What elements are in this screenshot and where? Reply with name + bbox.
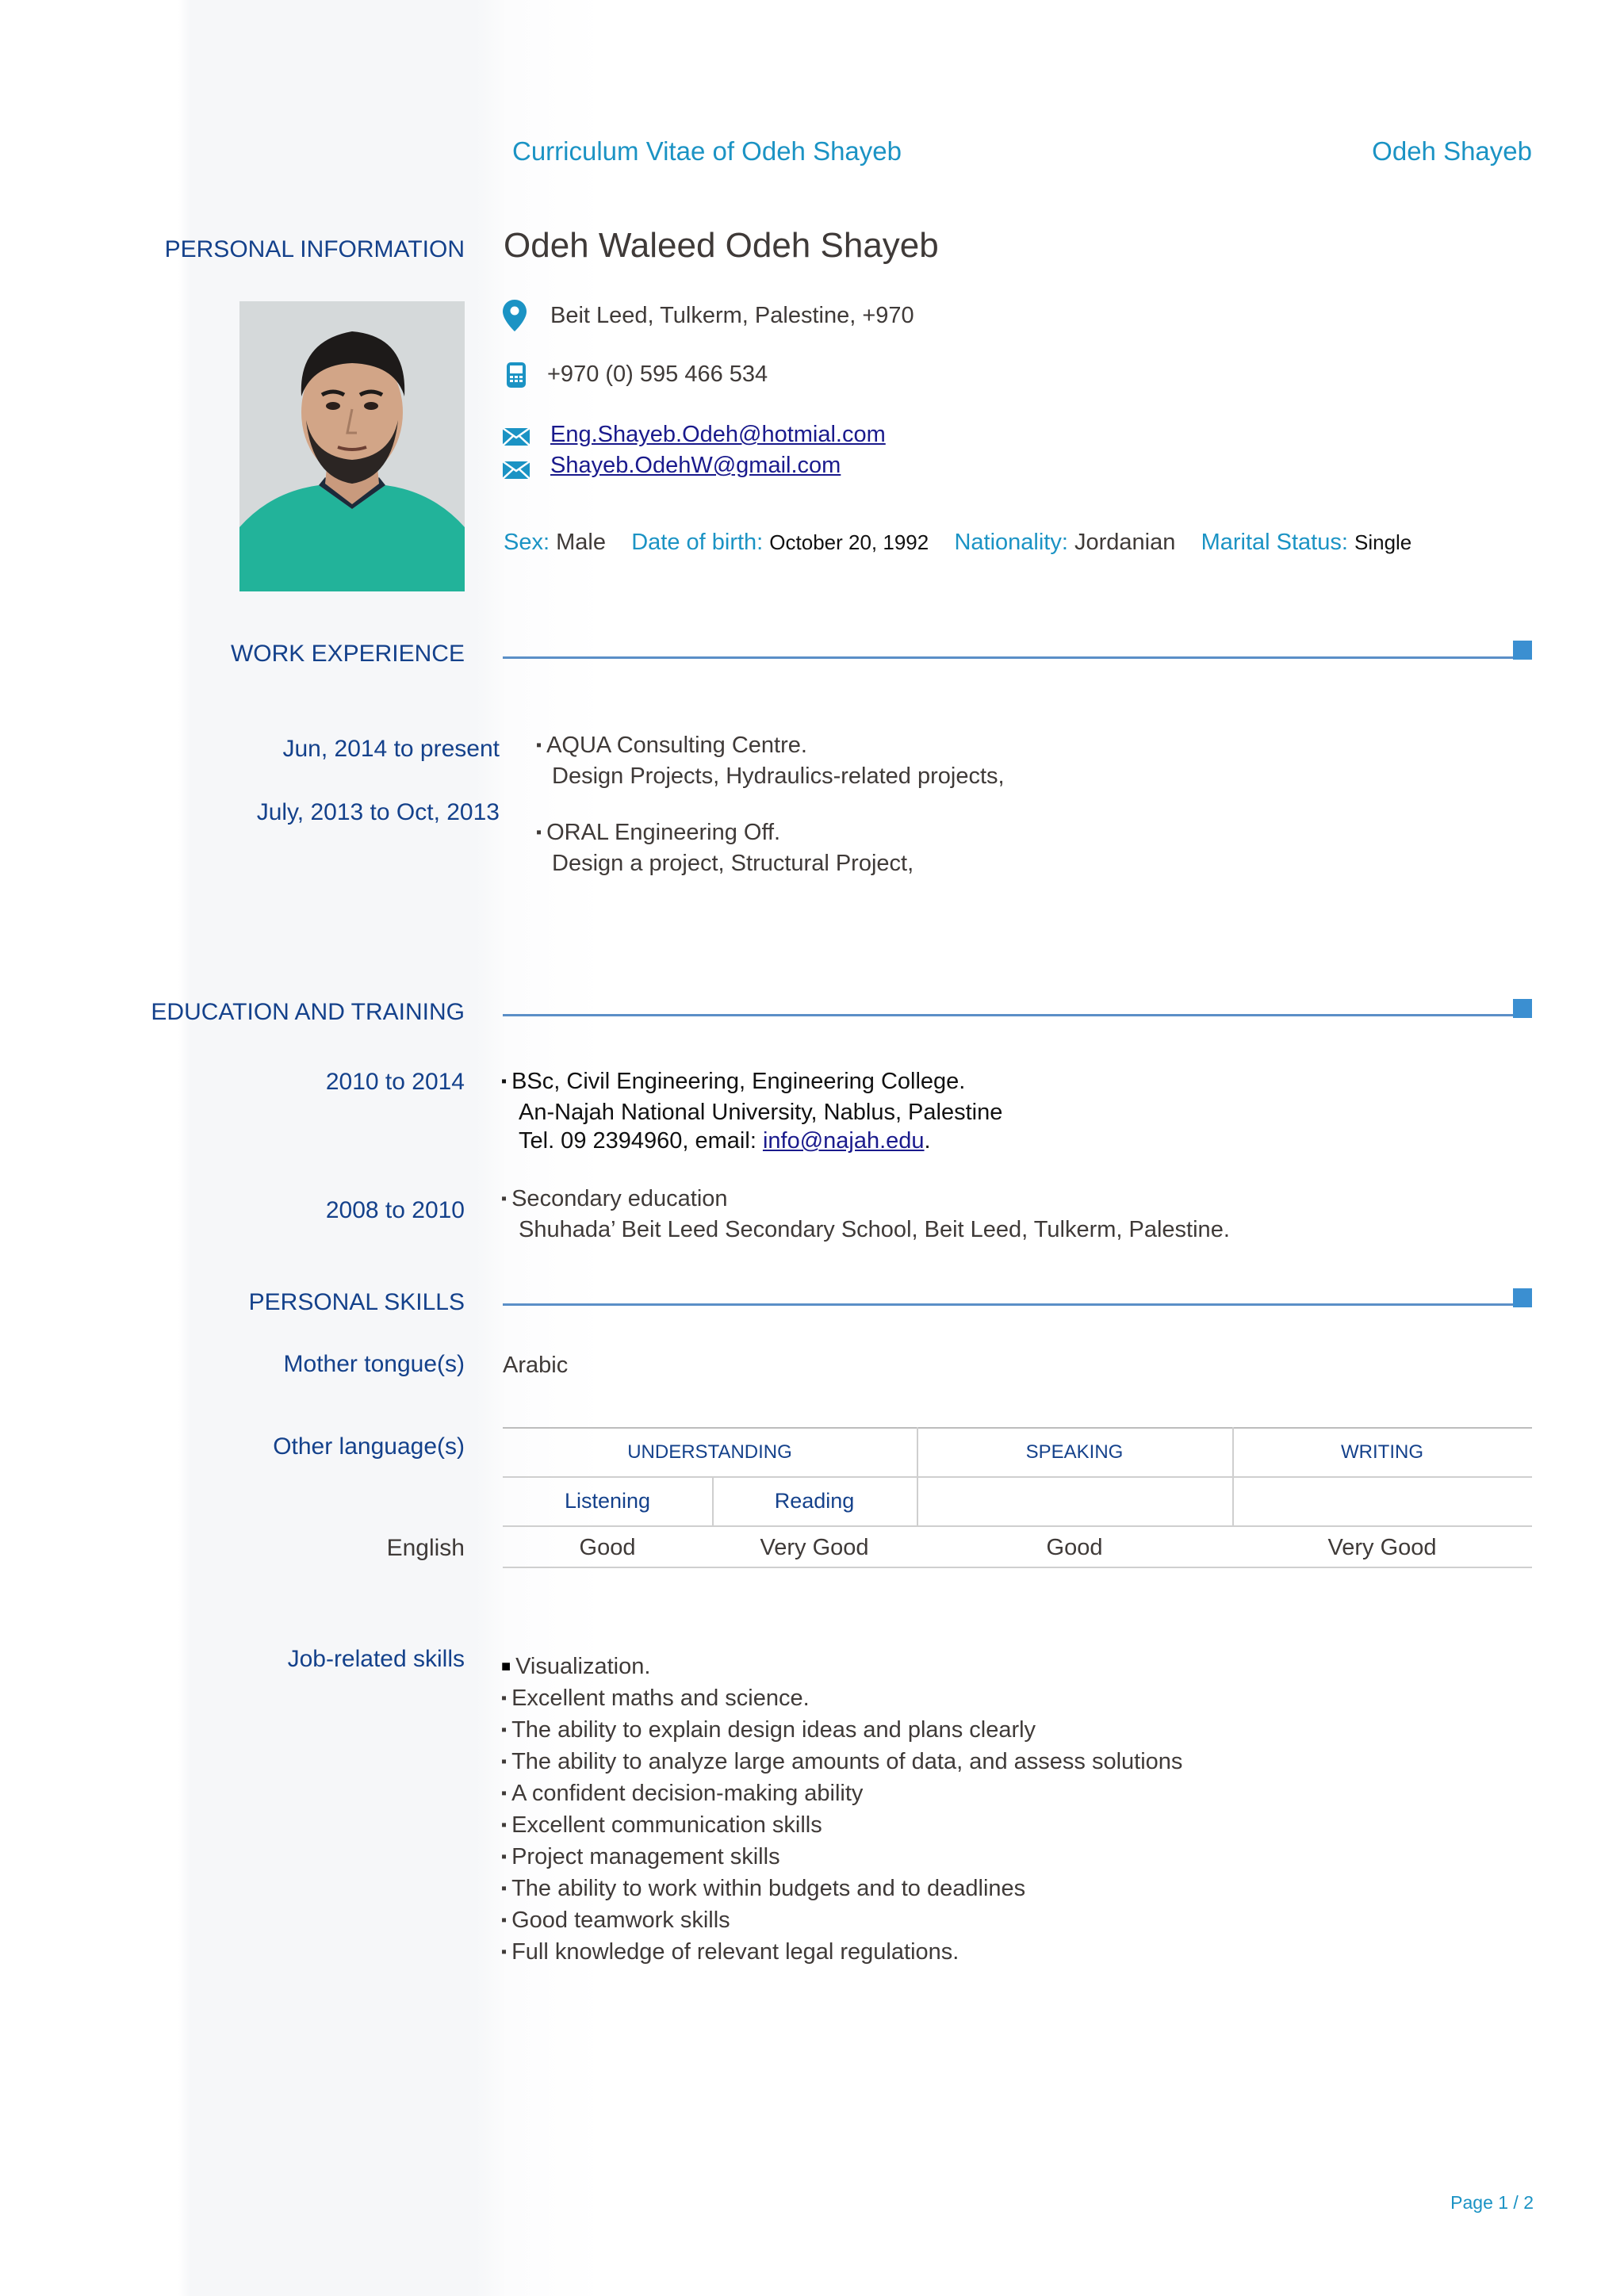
english-speaking: Good [1046, 1535, 1103, 1560]
list-item: ■ Visualization. [501, 1654, 651, 1679]
section-marker [1513, 641, 1532, 660]
address: Beit Leed, Tulkerm, Palestine, +970 [550, 303, 914, 328]
education-email-link[interactable]: info@najah.edu [762, 1128, 925, 1154]
phone-number: +970 (0) 595 466 534 [547, 362, 768, 387]
table-rule [503, 1567, 1532, 1568]
mother-tongue-label: Mother tongue(s) [283, 1351, 465, 1377]
english-listening: Good [579, 1535, 636, 1560]
location-pin-icon [503, 300, 527, 335]
dob-label: Date of birth: [631, 530, 764, 555]
envelope-icon [503, 461, 530, 483]
english-writing: Very Good [1327, 1535, 1437, 1560]
work-date-1: Jun, 2014 to present [282, 736, 500, 762]
dob-value: October 20, 1992 [769, 530, 929, 554]
personal-skills-heading: PERSONAL SKILLS [248, 1289, 465, 1315]
education-date-2: 2008 to 2010 [325, 1197, 465, 1223]
nationality-value: Jordanian [1074, 530, 1176, 555]
writing-header: WRITING [1341, 1441, 1423, 1463]
section-rule [503, 1014, 1516, 1016]
mother-tongue-value: Arabic [503, 1353, 569, 1378]
work-experience-heading: WORK EXPERIENCE [230, 641, 465, 667]
job-related-skills-label: Job-related skills [287, 1646, 465, 1672]
work-entry-1: ▪ AQUA Consulting Centre. Design Projects, Hydraulics-related projects, [536, 733, 1005, 789]
education-heading: EDUCATION AND TRAINING [151, 999, 465, 1025]
table-rule [503, 1525, 1532, 1527]
mobile-phone-icon [506, 362, 527, 392]
education-contact [501, 1127, 1002, 1155]
other-languages-label: Other language(s) [273, 1433, 465, 1460]
cv-header-title: Curriculum Vitae of Odeh Shayeb [512, 136, 902, 166]
understanding-header: UNDERSTANDING [627, 1441, 792, 1463]
profile-photo [239, 301, 465, 591]
section-rule [503, 1303, 1516, 1306]
education-contact-suffix: . [924, 1128, 931, 1154]
personal-details-line [504, 530, 1411, 556]
education-secondary-school: Shuhada’ Beit Leed Secondary School, Beit Leed, Tulkerm, Palestine. [519, 1217, 1230, 1242]
page-number: Page 1 / 2 [1450, 2192, 1534, 2213]
list-item: ▪ A confident decision-making ability [501, 1781, 864, 1806]
list-item: ▪ Good teamwork skills [501, 1908, 730, 1933]
list-item: ▪ Project management skills [501, 1844, 780, 1869]
list-item: ▪ Full knowledge of relevant legal regulations. [501, 1939, 959, 1965]
marital-status-label: Marital Status: [1201, 530, 1348, 555]
section-rule [503, 656, 1516, 659]
marital-status-value: Single [1354, 530, 1412, 554]
sex-label: Sex: [504, 530, 550, 555]
full-name: Odeh Waleed Odeh Shayeb [504, 226, 939, 265]
work-entry-2: ▪ ORAL Engineering Off. Design a project, Structural Project, [536, 820, 914, 876]
list-item: ▪ The ability to work within budgets and to deadlines [501, 1876, 1026, 1901]
email-link-gmail[interactable]: Shayeb.OdehW@gmail.com [550, 453, 841, 478]
education-secondary-title: Secondary education [511, 1186, 728, 1211]
education-institution: An-Najah National University, Nablus, Palestine [519, 1100, 1003, 1125]
education-entry-2: ▪ Secondary education Shuhada’ Beit Leed Secondary School, Beit Leed, Tulkerm, Palestine. [501, 1186, 1230, 1242]
cv-header-name: Odeh Shayeb [1372, 136, 1532, 166]
speaking-header: SPEAKING [1025, 1441, 1124, 1463]
language-name-english: English [386, 1535, 465, 1561]
list-item: ▪ The ability to analyze large amounts of data, and assess solutions [501, 1749, 1183, 1774]
table-rule [503, 1476, 1532, 1478]
education-entry-1: ▪ BSc, Civil Engineering, Engineering College. An-Najah National University, Nablus, Palestine Tel. 09 2394960, email: info@najah.edu. [501, 1069, 1003, 1154]
reading-header: Reading [774, 1489, 855, 1513]
table-rule [503, 1427, 1532, 1429]
section-marker [1513, 1288, 1532, 1307]
job-related-skills-list [501, 1651, 1182, 1968]
personal-information-heading: PERSONAL INFORMATION [164, 236, 465, 262]
section-marker [1513, 999, 1532, 1018]
sex-value: Male [556, 530, 606, 555]
listening-header: Listening [564, 1489, 651, 1513]
work-date-2: July, 2013 to Oct, 2013 [256, 799, 500, 825]
english-reading: Very Good [760, 1535, 869, 1560]
nationality-label: Nationality: [954, 530, 1068, 555]
work-desc-2: Design a project, Structural Project, [552, 851, 914, 876]
email-link-hotmail[interactable]: Eng.Shayeb.Odeh@hotmial.com [550, 422, 886, 447]
work-title-1: AQUA Consulting Centre. [546, 733, 807, 758]
work-desc-1: Design Projects, Hydraulics-related projects, [552, 763, 1005, 789]
education-contact-prefix: Tel. 09 2394960, email: [519, 1128, 763, 1154]
list-item: ▪ Excellent communication skills [501, 1812, 822, 1838]
envelope-icon [503, 428, 530, 450]
list-item: ▪ Excellent maths and science. [501, 1686, 810, 1711]
work-title-2: ORAL Engineering Off. [546, 820, 781, 845]
list-item: ▪ The ability to explain design ideas and plans clearly [501, 1717, 1036, 1743]
education-degree: BSc, Civil Engineering, Engineering College. [511, 1069, 966, 1094]
education-date-1: 2010 to 2014 [325, 1069, 465, 1095]
